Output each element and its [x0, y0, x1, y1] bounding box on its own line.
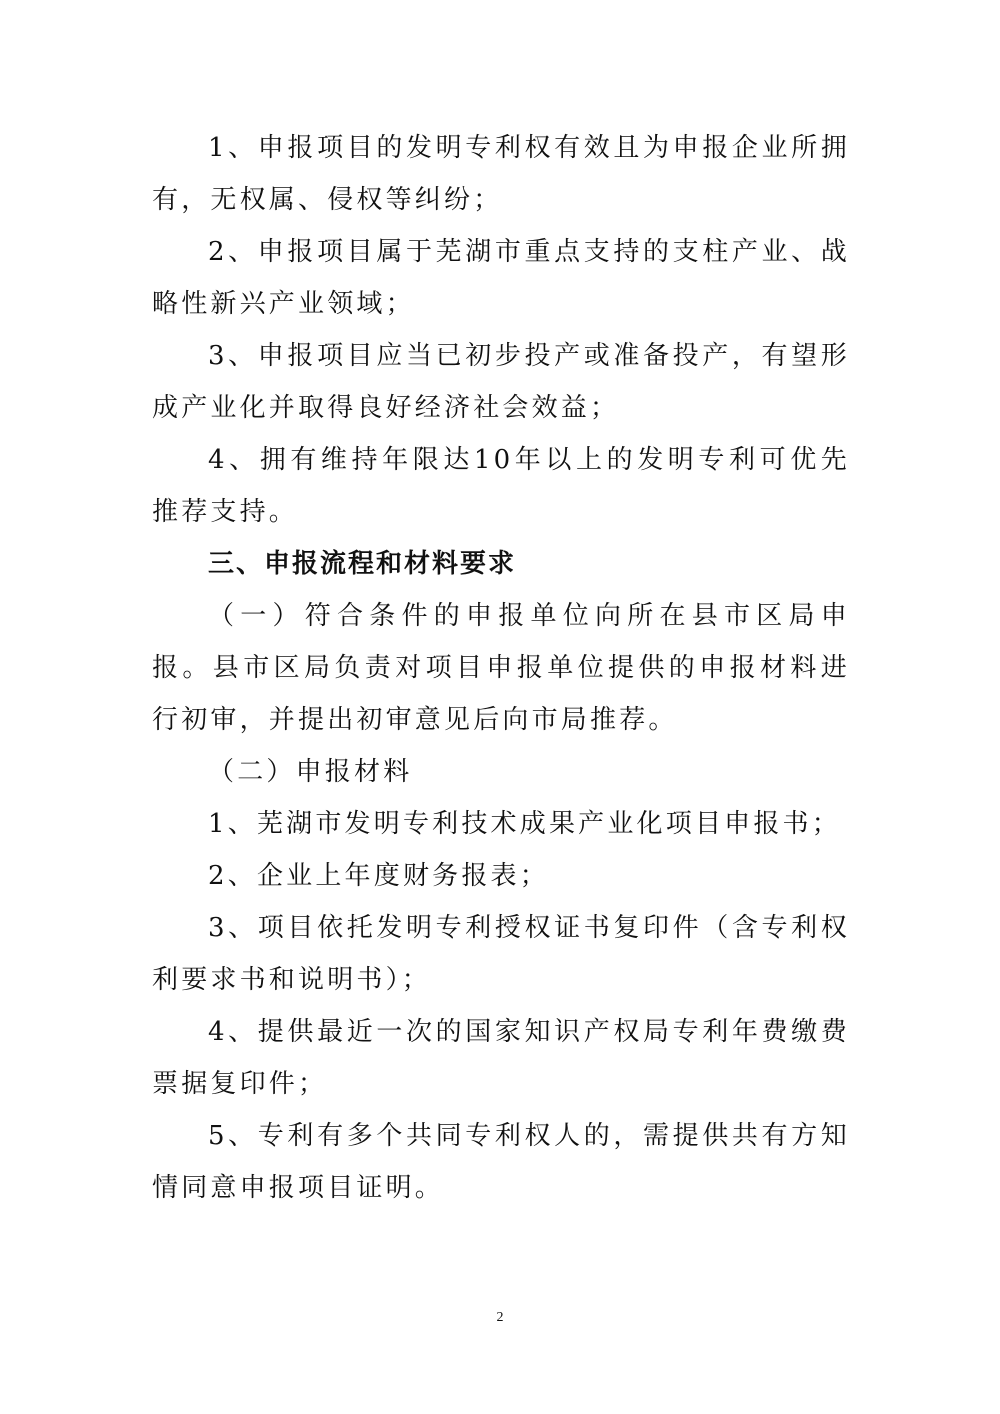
section-3-heading: 三、申报流程和材料要求	[208, 549, 517, 579]
material-5-item: 5、专利有多个共同专利权人的，需提供共有方知情同意申报项目证明。	[152, 1121, 850, 1203]
criterion-3-paragraph: 3、申报项目应当已初步投产或准备投产，有望形成产业化并取得良好经济社会效益；	[152, 341, 850, 423]
material-2-item: 2、企业上年度财务报表；	[208, 861, 549, 891]
page-number: 2	[496, 1310, 504, 1325]
document-body	[152, 122, 850, 1214]
criterion-4-paragraph: 4、拥有维持年限达10年以上的发明专利可优先推荐支持。	[152, 445, 850, 527]
subsection-1-paragraph: （一）符合条件的申报单位向所在县市区局申报。县市区局负责对项目申报单位提供的申报材料进行初审，并提出初审意见后向市局推荐。	[152, 601, 850, 735]
material-1-item: 1、芜湖市发明专利技术成果产业化项目申报书；	[208, 809, 841, 839]
criterion-1-paragraph: 1、申报项目的发明专利权有效且为申报企业所拥有，无权属、侵权等纠纷；	[152, 133, 850, 215]
criterion-2-paragraph: 2、申报项目属于芜湖市重点支持的支柱产业、战略性新兴产业领域；	[152, 237, 850, 319]
material-3-item: 3、项目依托发明专利授权证书复印件（含专利权利要求书和说明书）；	[152, 913, 850, 995]
subsection-2-heading: （二）申报材料	[208, 757, 413, 787]
material-4-item: 4、提供最近一次的国家知识产权局专利年费缴费票据复印件；	[152, 1017, 850, 1099]
